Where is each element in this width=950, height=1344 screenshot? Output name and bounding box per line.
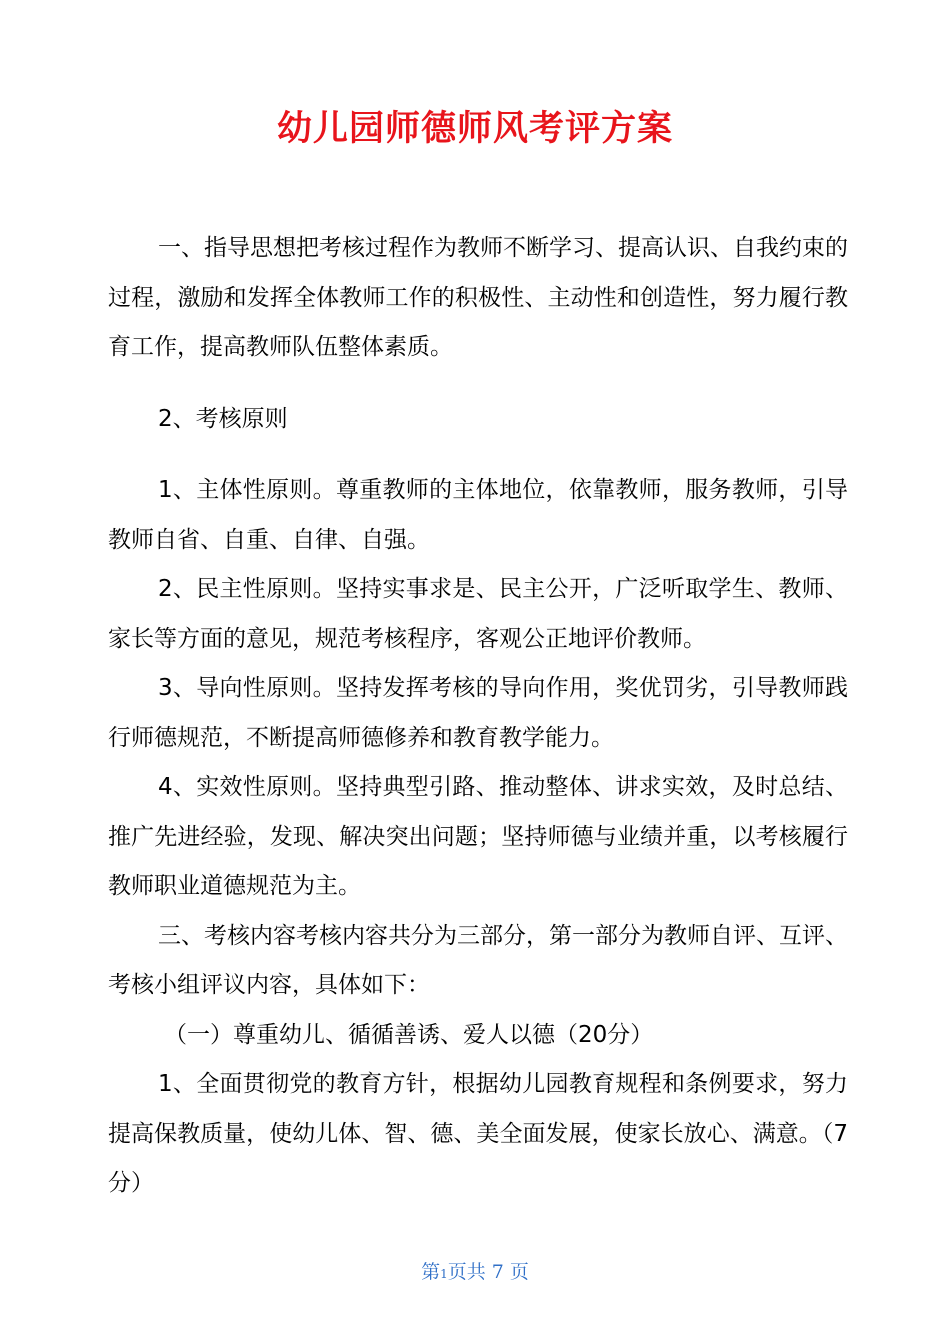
paragraph-item-one: 1、全面贯彻党的教育方针，根据幼儿园教育规程和条例要求，努力提高保教质量，使幼儿体、智、德、美全面发展，使家长放心、满意。（7分）: [108, 1071, 848, 1196]
paragraph-assessment-content: 三、考核内容考核内容共分为三部分，第一部分为教师自评、互评、考核小组评议内容，具体如下：: [108, 922, 848, 998]
paragraph-principle-subjectivity: 1、主体性原则。尊重教师的主体地位，依靠教师，服务教师，引导教师自省、自重、自律、自强。: [108, 477, 848, 553]
paragraph-section-one-heading: （一）尊重幼儿、循循善诱、爱人以德（20分）: [164, 1021, 654, 1048]
page-title: 幼儿园师德师风考评方案: [276, 109, 673, 149]
footer-suffix: 页共 7 页: [447, 1261, 529, 1283]
paragraph-principle-democracy: 2、民主性原则。坚持实事求是、民主公开，广泛听取学生、教师、家长等方面的意见，规范考核程序，客观公正地评价教师。: [108, 576, 848, 652]
paragraph-principle-effectiveness: 4、实效性原则。坚持典型引路、推动整体、讲求实效，及时总结、推广先进经验，发现、解决突出问题；坚持师德与业绩并重，以考核履行教师职业道德规范为主。: [108, 774, 848, 899]
footer-page-number: 1: [440, 1267, 448, 1281]
paragraph-assessment-principles-heading: 2、考核原则: [158, 405, 288, 432]
paragraph-guiding-ideology: 一、指导思想把考核过程作为教师不断学习、提高认识、自我约束的过程，激励和发挥全体教师工作的积极性、主动性和创造性，努力履行教育工作，提高教师队伍整体素质。: [108, 235, 848, 360]
footer-prefix: 第: [421, 1261, 441, 1283]
page-footer: [0, 1258, 950, 1288]
document-body: [108, 224, 848, 1209]
paragraph-principle-guidance: 3、导向性原则。坚持发挥考核的导向作用，奖优罚劣，引导教师践行师德规范，不断提高师德修养和教育教学能力。: [108, 675, 848, 751]
